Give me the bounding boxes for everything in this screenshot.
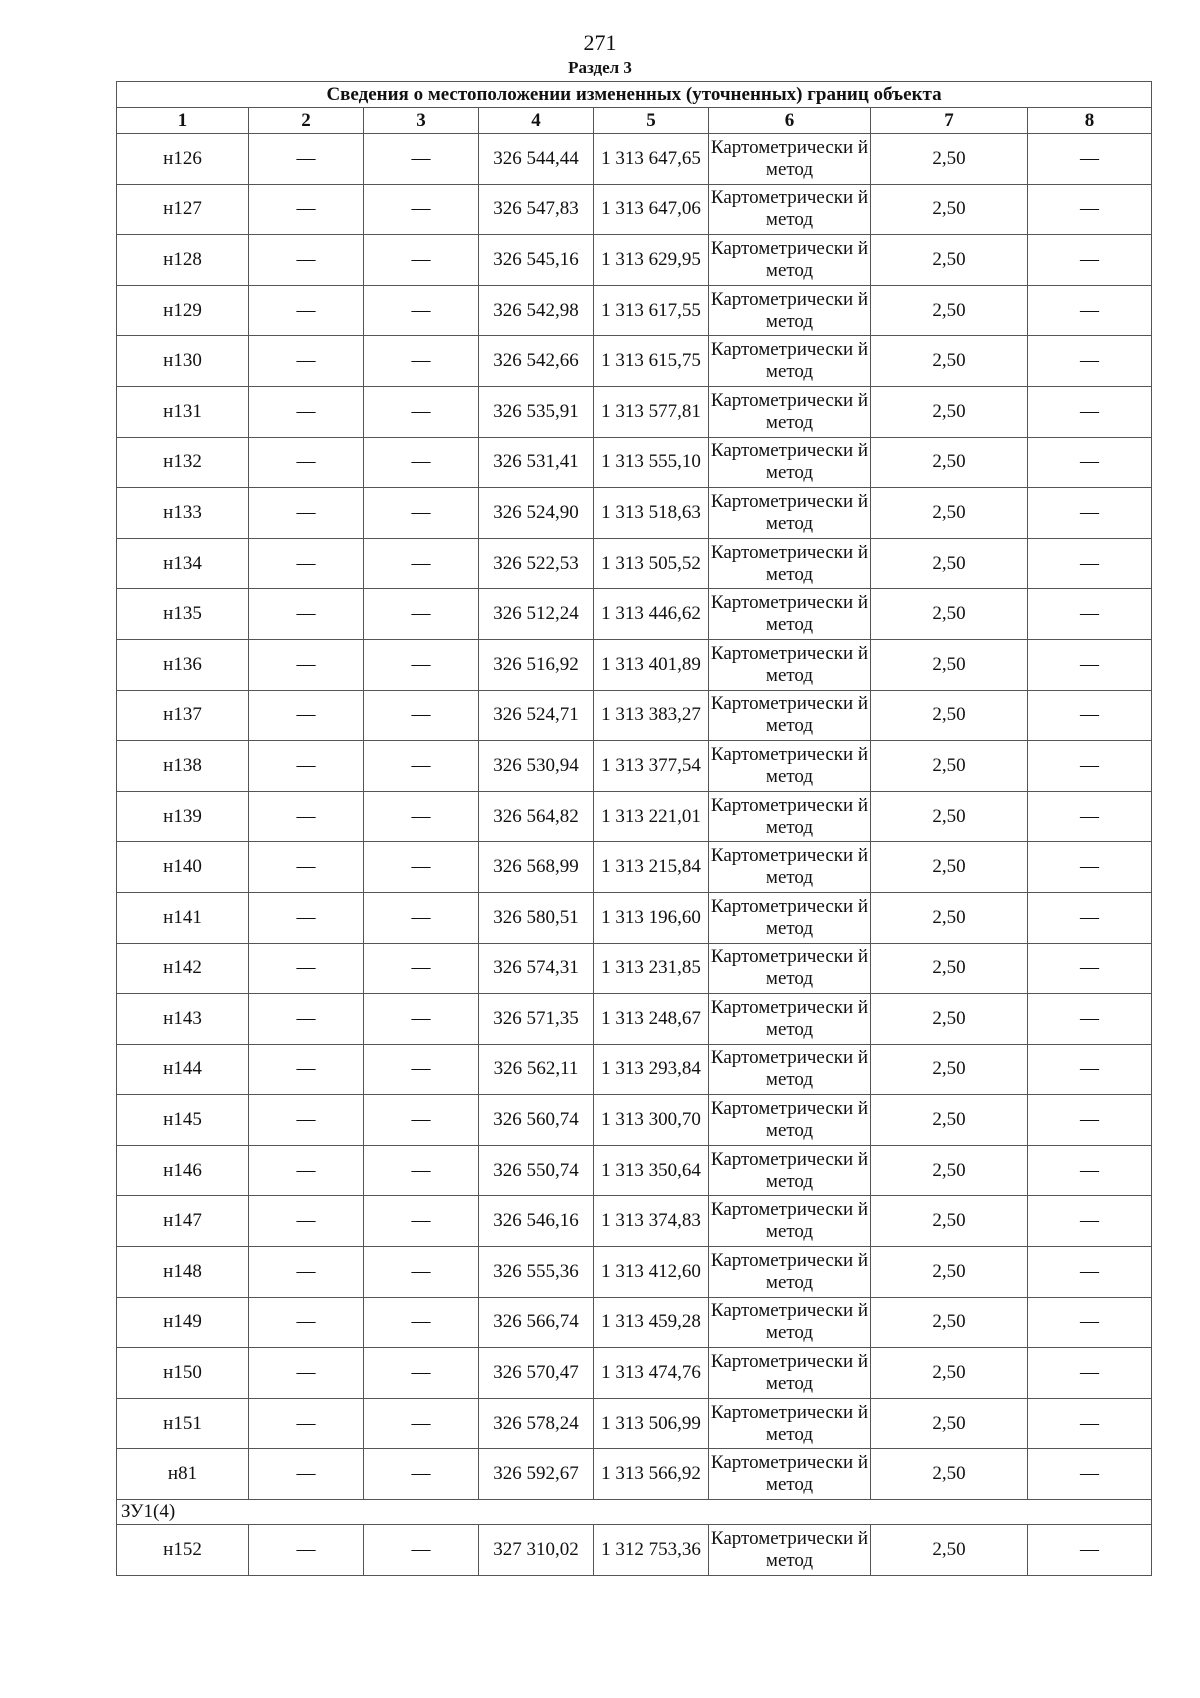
column-number-header: 6 [709, 108, 871, 134]
col3-cell: — [364, 285, 479, 336]
table-row [117, 690, 1152, 741]
y-coordinate-cell: 1 313 647,65 [594, 134, 709, 185]
col8-cell: — [1028, 235, 1152, 286]
col3-cell: — [364, 437, 479, 488]
col3-cell: — [364, 1196, 479, 1247]
point-number-cell: н138 [117, 741, 249, 792]
col3-cell: — [364, 235, 479, 286]
boundary-coordinates-table [116, 81, 1152, 1576]
col8-cell: — [1028, 791, 1152, 842]
x-coordinate-cell: 326 544,44 [479, 134, 594, 185]
point-number-cell: н139 [117, 791, 249, 842]
method-cell: Картометрически й метод [709, 1145, 871, 1196]
col8-cell: — [1028, 1095, 1152, 1146]
method-cell: Картометрически й метод [709, 488, 871, 539]
table-caption: Сведения о местоположении измененных (уточненных) границ объекта [117, 82, 1152, 108]
column-number-header: 1 [117, 108, 249, 134]
method-cell: Картометрически й метод [709, 1398, 871, 1449]
method-cell: Картометрически й метод [709, 639, 871, 690]
table-row [117, 741, 1152, 792]
col8-cell: — [1028, 1449, 1152, 1500]
y-coordinate-cell: 1 313 215,84 [594, 842, 709, 893]
col2-cell: — [249, 1449, 364, 1500]
precision-cell: 2,50 [871, 1297, 1028, 1348]
point-number-cell: н151 [117, 1398, 249, 1449]
point-number-cell: н144 [117, 1044, 249, 1095]
point-number-cell: н143 [117, 994, 249, 1045]
col2-cell: — [249, 589, 364, 640]
table-row [117, 943, 1152, 994]
col8-cell: — [1028, 285, 1152, 336]
x-coordinate-cell: 326 524,90 [479, 488, 594, 539]
col3-cell: — [364, 1398, 479, 1449]
point-number-cell: н129 [117, 285, 249, 336]
precision-cell: 2,50 [871, 1525, 1028, 1576]
y-coordinate-cell: 1 313 412,60 [594, 1247, 709, 1298]
y-coordinate-cell: 1 313 474,76 [594, 1348, 709, 1399]
precision-cell: 2,50 [871, 1398, 1028, 1449]
y-coordinate-cell: 1 313 518,63 [594, 488, 709, 539]
x-coordinate-cell: 326 571,35 [479, 994, 594, 1045]
x-coordinate-cell: 326 531,41 [479, 437, 594, 488]
y-coordinate-cell: 1 313 401,89 [594, 639, 709, 690]
y-coordinate-cell: 1 313 617,55 [594, 285, 709, 336]
point-number-cell: н147 [117, 1196, 249, 1247]
col3-cell: — [364, 184, 479, 235]
y-coordinate-cell: 1 313 374,83 [594, 1196, 709, 1247]
method-cell: Картометрически й метод [709, 386, 871, 437]
col8-cell: — [1028, 437, 1152, 488]
y-coordinate-cell: 1 313 221,01 [594, 791, 709, 842]
table-row [117, 134, 1152, 185]
x-coordinate-cell: 326 542,66 [479, 336, 594, 387]
method-cell: Картометрически й метод [709, 1297, 871, 1348]
precision-cell: 2,50 [871, 285, 1028, 336]
col2-cell: — [249, 1297, 364, 1348]
precision-cell: 2,50 [871, 386, 1028, 437]
point-number-cell: н127 [117, 184, 249, 235]
method-cell: Картометрически й метод [709, 791, 871, 842]
table-row [117, 285, 1152, 336]
method-cell: Картометрически й метод [709, 538, 871, 589]
y-coordinate-cell: 1 313 505,52 [594, 538, 709, 589]
column-number-header: 3 [364, 108, 479, 134]
x-coordinate-cell: 326 564,82 [479, 791, 594, 842]
precision-cell: 2,50 [871, 235, 1028, 286]
y-coordinate-cell: 1 313 377,54 [594, 741, 709, 792]
precision-cell: 2,50 [871, 184, 1028, 235]
precision-cell: 2,50 [871, 1348, 1028, 1399]
x-coordinate-cell: 326 522,53 [479, 538, 594, 589]
table-row [117, 1247, 1152, 1298]
table-row [117, 386, 1152, 437]
method-cell: Картометрически й метод [709, 741, 871, 792]
precision-cell: 2,50 [871, 690, 1028, 741]
table-row [117, 1449, 1152, 1500]
y-coordinate-cell: 1 313 293,84 [594, 1044, 709, 1095]
col8-cell: — [1028, 1044, 1152, 1095]
col3-cell: — [364, 1348, 479, 1399]
col2-cell: — [249, 538, 364, 589]
col8-cell: — [1028, 1348, 1152, 1399]
x-coordinate-cell: 326 542,98 [479, 285, 594, 336]
x-coordinate-cell: 326 562,11 [479, 1044, 594, 1095]
col8-cell: — [1028, 892, 1152, 943]
point-number-cell: н149 [117, 1297, 249, 1348]
column-number-header: 8 [1028, 108, 1152, 134]
x-coordinate-cell: 326 568,99 [479, 842, 594, 893]
col2-cell: — [249, 336, 364, 387]
method-cell: Картометрически й метод [709, 1095, 871, 1146]
method-cell: Картометрически й метод [709, 184, 871, 235]
col8-cell: — [1028, 1398, 1152, 1449]
method-cell: Картометрически й метод [709, 336, 871, 387]
col8-cell: — [1028, 488, 1152, 539]
col3-cell: — [364, 1525, 479, 1576]
y-coordinate-cell: 1 313 446,62 [594, 589, 709, 640]
precision-cell: 2,50 [871, 994, 1028, 1045]
section-title: Раздел 3 [568, 58, 632, 77]
table-row [117, 184, 1152, 235]
col8-cell: — [1028, 1297, 1152, 1348]
x-coordinate-cell: 326 570,47 [479, 1348, 594, 1399]
col3-cell: — [364, 994, 479, 1045]
method-cell: Картометрически й метод [709, 235, 871, 286]
column-number-header: 7 [871, 108, 1028, 134]
col3-cell: — [364, 1449, 479, 1500]
y-coordinate-cell: 1 313 615,75 [594, 336, 709, 387]
col2-cell: — [249, 1348, 364, 1399]
point-number-cell: н136 [117, 639, 249, 690]
x-coordinate-cell: 326 550,74 [479, 1145, 594, 1196]
col2-cell: — [249, 892, 364, 943]
y-coordinate-cell: 1 313 506,99 [594, 1398, 709, 1449]
col8-cell: — [1028, 690, 1152, 741]
x-coordinate-cell: 326 555,36 [479, 1247, 594, 1298]
precision-cell: 2,50 [871, 589, 1028, 640]
col2-cell: — [249, 994, 364, 1045]
precision-cell: 2,50 [871, 1196, 1028, 1247]
precision-cell: 2,50 [871, 943, 1028, 994]
col3-cell: — [364, 336, 479, 387]
x-coordinate-cell: 326 545,16 [479, 235, 594, 286]
method-cell: Картометрически й метод [709, 892, 871, 943]
x-coordinate-cell: 326 560,74 [479, 1095, 594, 1146]
col3-cell: — [364, 1145, 479, 1196]
col2-cell: — [249, 437, 364, 488]
col8-cell: — [1028, 842, 1152, 893]
table-row [117, 1297, 1152, 1348]
col3-cell: — [364, 791, 479, 842]
table-row [117, 1196, 1152, 1247]
point-number-cell: н141 [117, 892, 249, 943]
col3-cell: — [364, 842, 479, 893]
point-number-cell: н135 [117, 589, 249, 640]
col8-cell: — [1028, 943, 1152, 994]
group-label: ЗУ1(4) [117, 1500, 1152, 1525]
method-cell: Картометрически й метод [709, 1044, 871, 1095]
y-coordinate-cell: 1 313 350,64 [594, 1145, 709, 1196]
table-row [117, 437, 1152, 488]
column-number-header: 4 [479, 108, 594, 134]
col8-cell: — [1028, 538, 1152, 589]
method-cell: Картометрически й метод [709, 134, 871, 185]
col2-cell: — [249, 386, 364, 437]
col2-cell: — [249, 791, 364, 842]
precision-cell: 2,50 [871, 639, 1028, 690]
col3-cell: — [364, 1297, 479, 1348]
col8-cell: — [1028, 1247, 1152, 1298]
precision-cell: 2,50 [871, 791, 1028, 842]
col2-cell: — [249, 639, 364, 690]
point-number-cell: н145 [117, 1095, 249, 1146]
col2-cell: — [249, 1525, 364, 1576]
precision-cell: 2,50 [871, 1044, 1028, 1095]
table-row [117, 1044, 1152, 1095]
page-number: 271 [583, 30, 617, 55]
col8-cell: — [1028, 994, 1152, 1045]
col2-cell: — [249, 235, 364, 286]
x-coordinate-cell: 326 524,71 [479, 690, 594, 741]
point-number-cell: н137 [117, 690, 249, 741]
method-cell: Картометрически й метод [709, 690, 871, 741]
col2-cell: — [249, 134, 364, 185]
table-row [117, 791, 1152, 842]
y-coordinate-cell: 1 313 248,67 [594, 994, 709, 1045]
table-row [117, 336, 1152, 387]
precision-cell: 2,50 [871, 842, 1028, 893]
y-coordinate-cell: 1 313 566,92 [594, 1449, 709, 1500]
col8-cell: — [1028, 1196, 1152, 1247]
x-coordinate-cell: 326 516,92 [479, 639, 594, 690]
y-coordinate-cell: 1 313 459,28 [594, 1297, 709, 1348]
y-coordinate-cell: 1 313 647,06 [594, 184, 709, 235]
method-cell: Картометрически й метод [709, 1525, 871, 1576]
group-header-row [117, 1500, 1152, 1525]
y-coordinate-cell: 1 313 300,70 [594, 1095, 709, 1146]
table-row [117, 235, 1152, 286]
col8-cell: — [1028, 336, 1152, 387]
col2-cell: — [249, 1247, 364, 1298]
precision-cell: 2,50 [871, 488, 1028, 539]
col8-cell: — [1028, 1145, 1152, 1196]
precision-cell: 2,50 [871, 892, 1028, 943]
table-row [117, 639, 1152, 690]
col3-cell: — [364, 488, 479, 539]
col3-cell: — [364, 589, 479, 640]
table-row [117, 892, 1152, 943]
point-number-cell: н152 [117, 1525, 249, 1576]
col2-cell: — [249, 1196, 364, 1247]
table-row [117, 1525, 1152, 1576]
col2-cell: — [249, 1044, 364, 1095]
col2-cell: — [249, 1145, 364, 1196]
method-cell: Картометрически й метод [709, 437, 871, 488]
x-coordinate-cell: 326 535,91 [479, 386, 594, 437]
col3-cell: — [364, 741, 479, 792]
point-number-cell: н126 [117, 134, 249, 185]
col8-cell: — [1028, 386, 1152, 437]
precision-cell: 2,50 [871, 538, 1028, 589]
table-row [117, 842, 1152, 893]
col8-cell: — [1028, 184, 1152, 235]
x-coordinate-cell: 326 578,24 [479, 1398, 594, 1449]
method-cell: Картометрически й метод [709, 1449, 871, 1500]
table-row [117, 1348, 1152, 1399]
precision-cell: 2,50 [871, 134, 1028, 185]
col3-cell: — [364, 1247, 479, 1298]
x-coordinate-cell: 327 310,02 [479, 1525, 594, 1576]
point-number-cell: н131 [117, 386, 249, 437]
col3-cell: — [364, 538, 479, 589]
point-number-cell: н146 [117, 1145, 249, 1196]
point-number-cell: н128 [117, 235, 249, 286]
x-coordinate-cell: 326 580,51 [479, 892, 594, 943]
col2-cell: — [249, 184, 364, 235]
col2-cell: — [249, 285, 364, 336]
point-number-cell: н142 [117, 943, 249, 994]
col3-cell: — [364, 1095, 479, 1146]
table-row [117, 1398, 1152, 1449]
col3-cell: — [364, 386, 479, 437]
precision-cell: 2,50 [871, 1449, 1028, 1500]
col8-cell: — [1028, 1525, 1152, 1576]
col3-cell: — [364, 1044, 479, 1095]
column-number-header: 5 [594, 108, 709, 134]
precision-cell: 2,50 [871, 1247, 1028, 1298]
col2-cell: — [249, 943, 364, 994]
y-coordinate-cell: 1 313 383,27 [594, 690, 709, 741]
method-cell: Картометрически й метод [709, 1348, 871, 1399]
x-coordinate-cell: 326 574,31 [479, 943, 594, 994]
col3-cell: — [364, 134, 479, 185]
col2-cell: — [249, 488, 364, 539]
method-cell: Картометрически й метод [709, 994, 871, 1045]
col2-cell: — [249, 842, 364, 893]
col2-cell: — [249, 690, 364, 741]
col8-cell: — [1028, 134, 1152, 185]
y-coordinate-cell: 1 313 577,81 [594, 386, 709, 437]
col3-cell: — [364, 690, 479, 741]
method-cell: Картометрически й метод [709, 1196, 871, 1247]
y-coordinate-cell: 1 313 196,60 [594, 892, 709, 943]
table-row [117, 488, 1152, 539]
y-coordinate-cell: 1 313 231,85 [594, 943, 709, 994]
precision-cell: 2,50 [871, 336, 1028, 387]
table-row [117, 1095, 1152, 1146]
method-cell: Картометрически й метод [709, 285, 871, 336]
x-coordinate-cell: 326 546,16 [479, 1196, 594, 1247]
x-coordinate-cell: 326 592,67 [479, 1449, 594, 1500]
table-row [117, 538, 1152, 589]
precision-cell: 2,50 [871, 1145, 1028, 1196]
table-row [117, 589, 1152, 640]
col3-cell: — [364, 639, 479, 690]
col8-cell: — [1028, 589, 1152, 640]
point-number-cell: н132 [117, 437, 249, 488]
col3-cell: — [364, 892, 479, 943]
method-cell: Картометрически й метод [709, 589, 871, 640]
column-number-header: 2 [249, 108, 364, 134]
precision-cell: 2,50 [871, 1095, 1028, 1146]
column-number-row [117, 108, 1152, 134]
col8-cell: — [1028, 639, 1152, 690]
col3-cell: — [364, 943, 479, 994]
y-coordinate-cell: 1 313 629,95 [594, 235, 709, 286]
table-row [117, 994, 1152, 1045]
point-number-cell: н133 [117, 488, 249, 539]
x-coordinate-cell: 326 512,24 [479, 589, 594, 640]
x-coordinate-cell: 326 547,83 [479, 184, 594, 235]
precision-cell: 2,50 [871, 437, 1028, 488]
point-number-cell: н81 [117, 1449, 249, 1500]
x-coordinate-cell: 326 530,94 [479, 741, 594, 792]
point-number-cell: н134 [117, 538, 249, 589]
x-coordinate-cell: 326 566,74 [479, 1297, 594, 1348]
point-number-cell: н150 [117, 1348, 249, 1399]
col2-cell: — [249, 1095, 364, 1146]
point-number-cell: н148 [117, 1247, 249, 1298]
col2-cell: — [249, 741, 364, 792]
y-coordinate-cell: 1 312 753,36 [594, 1525, 709, 1576]
precision-cell: 2,50 [871, 741, 1028, 792]
point-number-cell: н130 [117, 336, 249, 387]
table-body [117, 134, 1152, 1576]
table-row [117, 1145, 1152, 1196]
method-cell: Картометрически й метод [709, 943, 871, 994]
method-cell: Картометрически й метод [709, 1247, 871, 1298]
point-number-cell: н140 [117, 842, 249, 893]
method-cell: Картометрически й метод [709, 842, 871, 893]
col2-cell: — [249, 1398, 364, 1449]
col8-cell: — [1028, 741, 1152, 792]
y-coordinate-cell: 1 313 555,10 [594, 437, 709, 488]
